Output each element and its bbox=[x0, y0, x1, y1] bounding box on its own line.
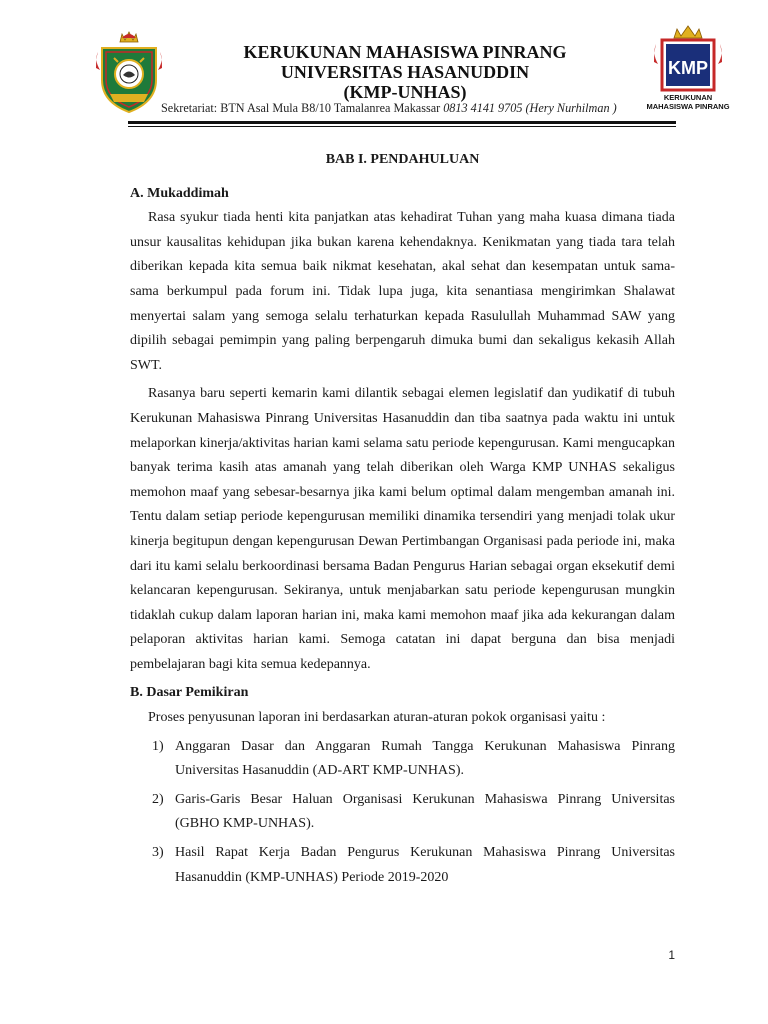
kmp-logo-mark: KMP bbox=[668, 58, 708, 78]
list-item bbox=[130, 788, 675, 837]
university-emblem-icon bbox=[92, 28, 166, 116]
kmp-logo-icon bbox=[644, 24, 732, 112]
secretariat-address bbox=[161, 101, 651, 116]
header-rule-thick bbox=[128, 121, 676, 124]
list-item-text: Anggaran Dasar dan Anggaran Rumah Tangga Kerukunan Mahasiswa Pinrang Universitas Hasanuddin (AD-ART KMP-UNHAS). bbox=[175, 738, 675, 779]
header-rule-thin bbox=[128, 126, 676, 127]
list-item bbox=[130, 841, 675, 890]
kmp-logo-caption-2: MAHASISWA PINRANG bbox=[646, 102, 730, 111]
section-b-intro: Proses penyusunan laporan ini berdasarkan aturan-aturan pokok organisasi yaitu : bbox=[148, 710, 606, 726]
section-b-heading: B. Dasar Pemikiran bbox=[130, 685, 249, 701]
list-item-text: Garis-Garis Besar Haluan Organisasi Kerukunan Mahasiswa Pinrang Universitas (GBHO KMP-UNHAS). bbox=[175, 791, 675, 832]
list-item bbox=[130, 735, 675, 784]
section-a-paragraph-1: Rasa syukur tiada henti kita panjatkan atas kehadirat Tuhan yang maha kuasa dimana tiada unsur kausalitas kehidupan jika bukan karena kehendaknya. Kenikmatan yang tiada tara telah diberikan kepada kita semua baik nikmat kesehatan, akal sehat dan kesempatan untuk sama-sama berkumpul pada forum ini. Tidak lupa juga, kita senantiasa mengirimkan Shalawat menyertai salam yang semoga selalu terhaturkan kepada Rasulullah Muhammad SAW yang dipilih sebagai pemimpin yang paling berpengaruh dimuka bumi dan sekaligus kekasih Allah SWT. bbox=[130, 210, 675, 373]
section-a-heading: A. Mukaddimah bbox=[130, 185, 229, 201]
section-a-paragraph-2: Rasanya baru seperti kemarin kami dilantik sebagai elemen legislatif dan yudikatif di tubuh Kerukunan Mahasiswa Pinrang Universitas Hasanuddin dan tiba saatnya pada waktu ini untuk melaporkan kinerja/aktivitas harian kami selama satu periode kepengurusan. Kami mengucapkan banyak terima kasih atas amanah yang telah diberikan oleh Warga KMP UNHAS sekaligus memohon maaf yang sebesar-besarnya jika kami belum optimal dalam mengemban amanah ini. Tentu dalam setiap periode kepengurusan memiliki dinamika tersendiri yang menjadi tolak ukur kinerja begitupun dengan kepengurusan Dewan Pertimbangan Organisasi pada periode ini, maka dari itu kami selalu berkoordinasi bersama Badan Pengurus Harian sebagai organ eksekutif demi kelancaran kepengurusan. Sekiranya, untuk menjabarkan satu periode kepengurusan mungkin tidaklah cukup dalam laporan harian ini, maka kami memohon maaf jika ada kekurangan dalam pelaporan aktivitas harian kami. Semoga catatan ini dapat berguna dan bisa menjadi pembelajaran bagi kita semua kedepannya. bbox=[130, 386, 675, 672]
title-line-3: (KMP-UNHAS) bbox=[343, 82, 467, 102]
letterhead bbox=[0, 0, 768, 130]
list-item-number: 1) bbox=[152, 738, 164, 754]
list-item-text: Hasil Rapat Kerja Badan Pengurus Kerukunan Mahasiswa Pinrang Universitas Hasanuddin (KMP-UNHAS) Periode 2019-2020 bbox=[175, 845, 675, 885]
title-line-1: KERUKUNAN MAHASISWA PINRANG bbox=[243, 42, 567, 62]
title-line-2: UNIVERSITAS HASANUDDIN bbox=[280, 62, 530, 82]
secretariat-contact: 0813 4141 9705 (Hery Nurhilman ) bbox=[443, 101, 617, 115]
kmp-logo-caption-1: KERUKUNAN bbox=[663, 93, 713, 102]
chapter-title: BAB I. PENDAHULUAN bbox=[325, 152, 480, 167]
list-item-number: 2) bbox=[152, 791, 164, 807]
legal-basis-list bbox=[130, 735, 675, 891]
page-number: 1 bbox=[668, 948, 675, 962]
secretariat-text: Sekretariat: BTN Asal Mula B8/10 Tamalanrea Makassar bbox=[161, 101, 444, 115]
list-item-number: 3) bbox=[152, 845, 164, 861]
organization-title bbox=[170, 42, 640, 102]
document-body bbox=[130, 148, 675, 894]
